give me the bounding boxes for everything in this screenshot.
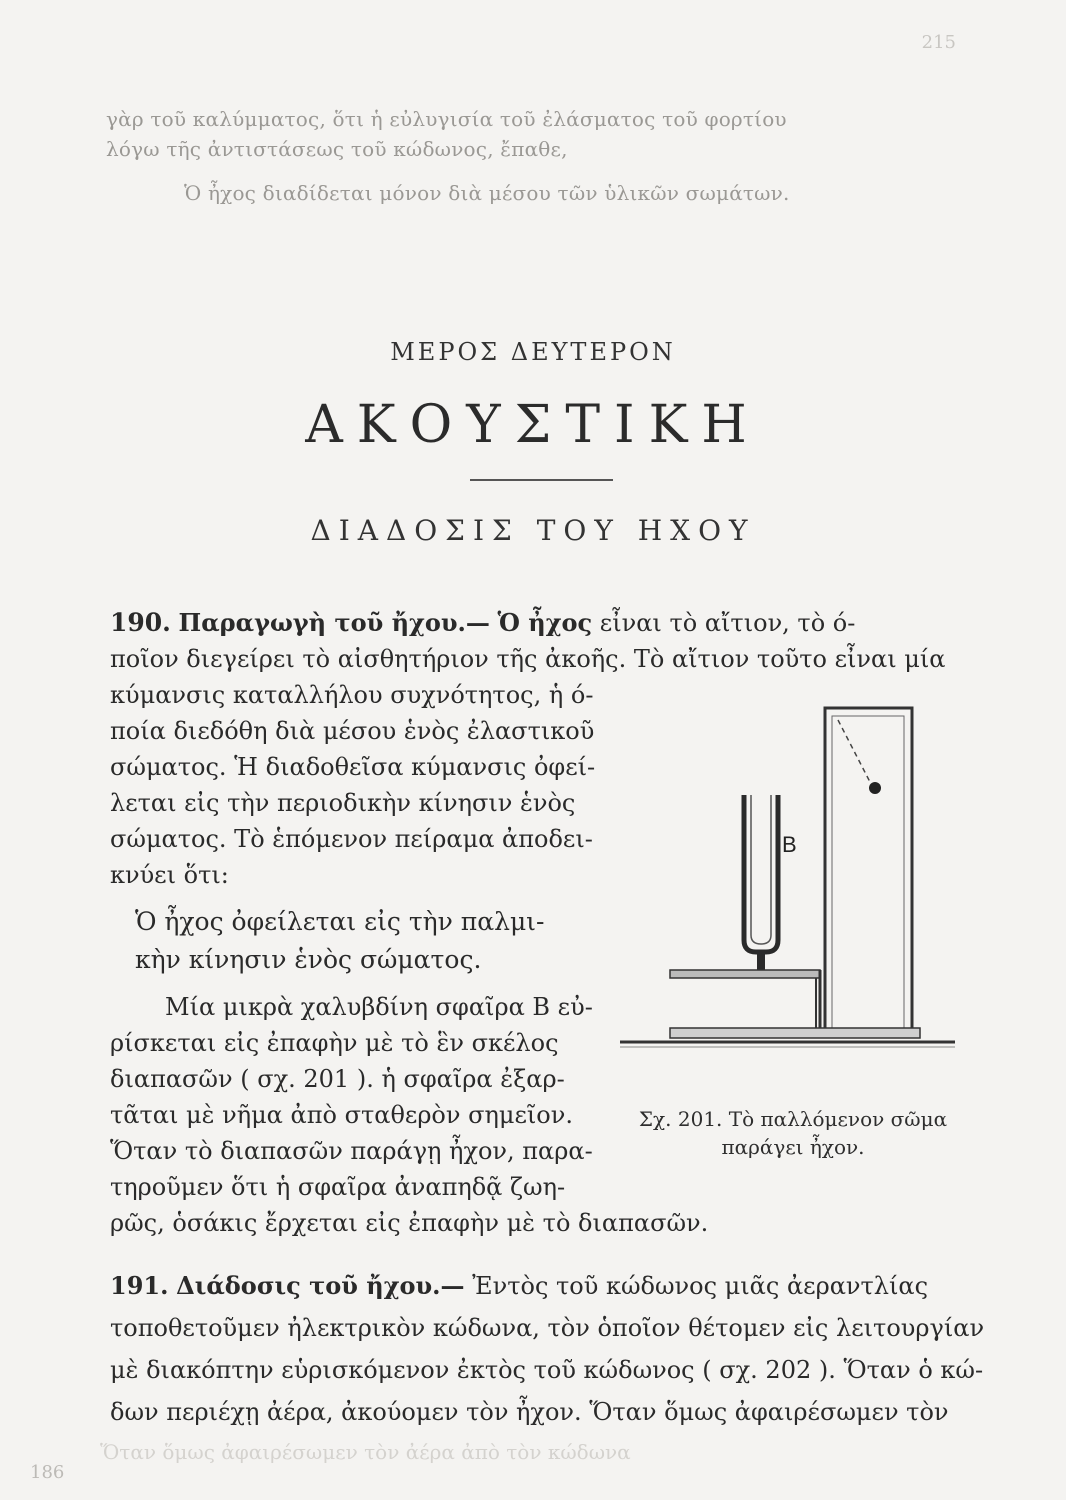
bleed-line-1: γὰρ τοῦ καλύμματος, ὅτι ἡ εὐλυγισία τοῦ ἐλάσματος τοῦ φορτίου: [106, 107, 787, 131]
caption-line-1: Σχ. 201. Τὸ παλλόμενον σῶμα: [638, 1107, 948, 1131]
text-line: ποία διεδόθη διὰ μέσου ἑνὸς ἐλαστικοῦ: [110, 717, 595, 745]
section-191-number: 191.: [110, 1271, 169, 1300]
section-190-term: Ὁ ἦχος: [497, 608, 593, 637]
section-191-heading: Διάδοσις τοῦ ἤχου.—: [176, 1271, 465, 1300]
book-title: ΑΚΟΥΣΤΙΚΗ: [305, 395, 761, 455]
text-line: τηροῦμεν ὅτι ἡ σφαῖρα ἀναπηδᾷ ζωη-: [110, 1173, 566, 1201]
section-191-line1-rest: Ἐντὸς τοῦ κώδωνος μιᾶς ἀεραντλίας: [472, 1272, 929, 1300]
text-line: διαπασῶν ( σχ. 201 ). ἡ σφαῖρα ἐξαρ-: [110, 1065, 565, 1093]
text-line: τοποθετοῦμεν ἠλεκτρικὸν κώδωνα, τὸν ὁποῖον θέτομεν εἰς λειτουργίαν: [110, 1314, 985, 1342]
text-line: μὲ διακόπτην εὑρισκόμενον ἐκτὸς τοῦ κώδωνος ( σχ. 202 ). Ὅταν ὁ κώ-: [110, 1356, 984, 1384]
bleed-through-text: [106, 104, 966, 208]
text-line: λεται εἰς τὴν περιοδικὴν κίνησιν ἑνὸς: [110, 789, 576, 817]
tuning-fork: [744, 795, 778, 952]
bleed-bottom-page-number: 186: [30, 1462, 65, 1483]
statement-line: κὴν κίνησιν ἑνὸς σώματος.: [135, 945, 482, 974]
caption-line-2: παράγει ἦχον.: [721, 1135, 865, 1159]
section-190-line2: ποῖον διεγείρει τὸ αἰσθητήριον τῆς ἀκοῆς. Τὸ αἴτιον τοῦτο εἶναι μία: [110, 645, 946, 673]
title-rule: [470, 479, 613, 481]
text-line: κνύει ὅτι:: [110, 861, 229, 889]
text-line: δων περιέχῃ ἀέρα, ἀκούομεν τὸν ἦχον. Ὅταν ὅμως ἀφαιρέσωμεν τὸν: [110, 1398, 949, 1426]
ball-label-B: B: [782, 832, 797, 857]
steel-ball: [869, 782, 881, 794]
stand-frame: [825, 708, 912, 1030]
base-board: [670, 1028, 920, 1038]
section-190-heading: Παραγωγὴ τοῦ ἤχου.—: [178, 608, 490, 637]
text-line: τᾶται μὲ νῆμα ἀπὸ σταθερὸν σημεῖον.: [110, 1101, 573, 1129]
bleed-line-2: λόγω τῆς ἀντιστάσεως τοῦ κώδωνος, ἔπαθε,: [106, 137, 568, 161]
experiment-description: [110, 989, 709, 1241]
text-line: σώματος. Ἡ διαδοθεῖσα κύμανσις ὀφεί-: [110, 753, 596, 781]
section-190-head: [110, 605, 970, 677]
section-190-number: 190.: [110, 608, 171, 637]
text-line: ρῶς, ὁσάκις ἔρχεται εἰς ἐπαφὴν μὲ τὸ διαπασῶν.: [110, 1209, 709, 1237]
figure-caption: [618, 1105, 968, 1161]
section-191: [110, 1265, 985, 1433]
text-line: Μία μικρὰ χαλυβδίνη σφαῖρα Β εὐ-: [165, 993, 593, 1021]
statement-line: Ὁ ἦχος ὀφείλεται εἰς τὴν παλμι-: [135, 907, 545, 936]
principle-statement: [135, 903, 595, 979]
text-line: κύμανσις καταλλήλου συχνότητος, ἡ ό-: [110, 681, 594, 709]
bleed-bottom-text: Ὅταν ὅμως ἀφαιρέσωμεν τὸν ἀέρα ἀπὸ τὸν κώδωνα: [100, 1440, 631, 1464]
pendulum-string: [838, 720, 870, 782]
section-190-line1-rest: εἶναι τὸ αἴτιον, τὸ ό-: [599, 609, 856, 637]
section-190-wrapped-text: [110, 677, 596, 893]
text-line: ρίσκεται εἰς ἐπαφὴν μὲ τὸ ἓν σκέλος: [110, 1029, 559, 1057]
fork-shelf: [670, 970, 820, 978]
part-label: ΜΕΡΟΣ ΔΕΥΤΕΡΟΝ: [390, 338, 676, 366]
text-line: σώματος. Τὸ ἑπόμενον πείραμα ἀποδει-: [110, 825, 593, 853]
tuning-fork-figure: [620, 690, 960, 1060]
bleed-line-3: Ὁ ἦχος διαδίδεται μόνον διὰ μέσου τῶν ὑλικῶν σωμάτων.: [184, 181, 790, 205]
bleed-page-number: 215: [921, 32, 956, 53]
text-line: Ὅταν τὸ διαπασῶν παράγῃ ἦχον, παρα-: [110, 1137, 593, 1165]
chapter-title: ΔΙΑΔΟΣΙΣ ΤΟΥ ΗΧΟΥ: [310, 514, 756, 547]
